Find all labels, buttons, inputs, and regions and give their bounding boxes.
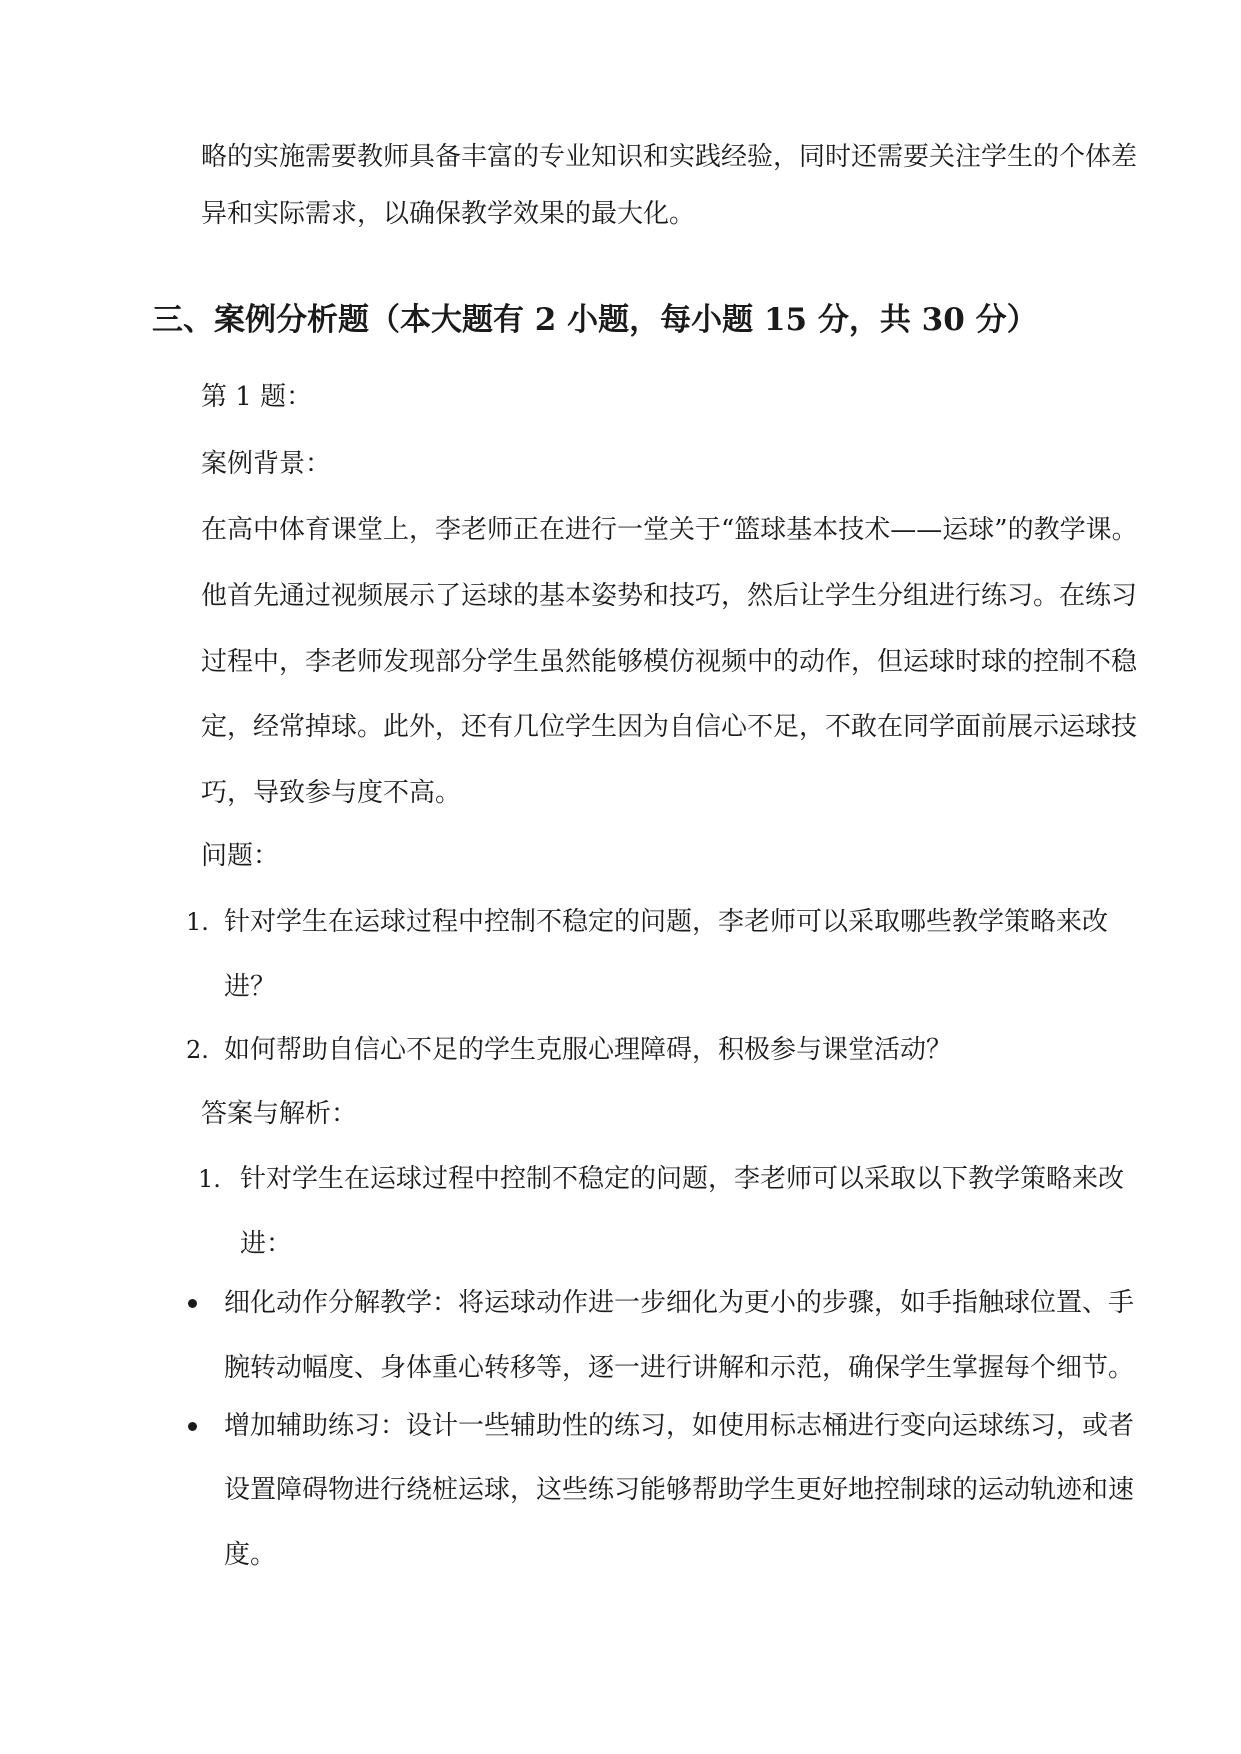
background-label: 案例背景： [201,449,332,479]
bullet-2-line-2: 设置障碍物进行绕桩运球，这些练习能够帮助学生更好地控制球的运动轨迹和速 [224,1475,1135,1505]
background-line-3: 过程中，李老师发现部分学生虽然能够模仿视频中的动作，但运球时球的控制不稳 [201,647,1138,677]
answer-1-marker: 1. [198,1165,221,1193]
intro-line-2: 异和实际需求，以确保教学效果的最大化。 [201,199,696,229]
bullet-2-line-1: 增加辅助练习：设计一些辅助性的练习，如使用标志桶进行变向运球练习，或者 [224,1411,1135,1441]
bullet-1-line-1: 细化动作分解教学：将运球动作进一步细化为更小的步骤，如手指触球位置、手 [224,1288,1135,1318]
question-1-line-1: 针对学生在运球过程中控制不稳定的问题，李老师可以采取哪些教学策略来改 [224,907,1109,937]
background-line-2: 他首先通过视频展示了运球的基本姿势和技巧，然后让学生分组进行练习。在练习 [201,581,1138,611]
bullet-1-line-2: 腕转动幅度、身体重心转移等，逐一进行讲解和示范，确保学生掌握每个细节。 [224,1353,1135,1383]
intro-line-1: 略的实施需要教师具备丰富的专业知识和实践经验，同时还需要关注学生的个体差 [201,142,1138,172]
answer-1-line-2: 进： [240,1229,293,1259]
background-line-4: 定，经常掉球。此外，还有几位学生因为自信心不足，不敢在同学面前展示运球技 [201,712,1138,742]
bullet-1-dot [188,1299,197,1308]
question-2-line-1: 如何帮助自信心不足的学生克服心理障碍，积极参与课堂活动？ [224,1035,953,1065]
bullet-2-line-3: 度。 [224,1540,277,1570]
question-1-marker: 1. [186,908,209,936]
section-heading: 三、案例分析题（本大题有 2 小题，每小题 15 分，共 30 分） [152,302,1038,338]
answer-1-line-1: 针对学生在运球过程中控制不稳定的问题，李老师可以采取以下教学策略来改 [240,1164,1125,1194]
question-2-marker: 2. [186,1036,209,1064]
question-label: 第 1 题： [201,382,313,412]
background-line-1: 在高中体育课堂上，李老师正在进行一堂关于“篮球基本技术——运球”的教学课。 [201,515,1138,545]
answer-label: 答案与解析： [201,1099,358,1129]
background-line-5: 巧，导致参与度不高。 [201,778,462,808]
bullet-2-dot [188,1422,197,1431]
questions-label: 问题： [201,841,280,871]
question-1-line-2: 进？ [224,972,277,1002]
